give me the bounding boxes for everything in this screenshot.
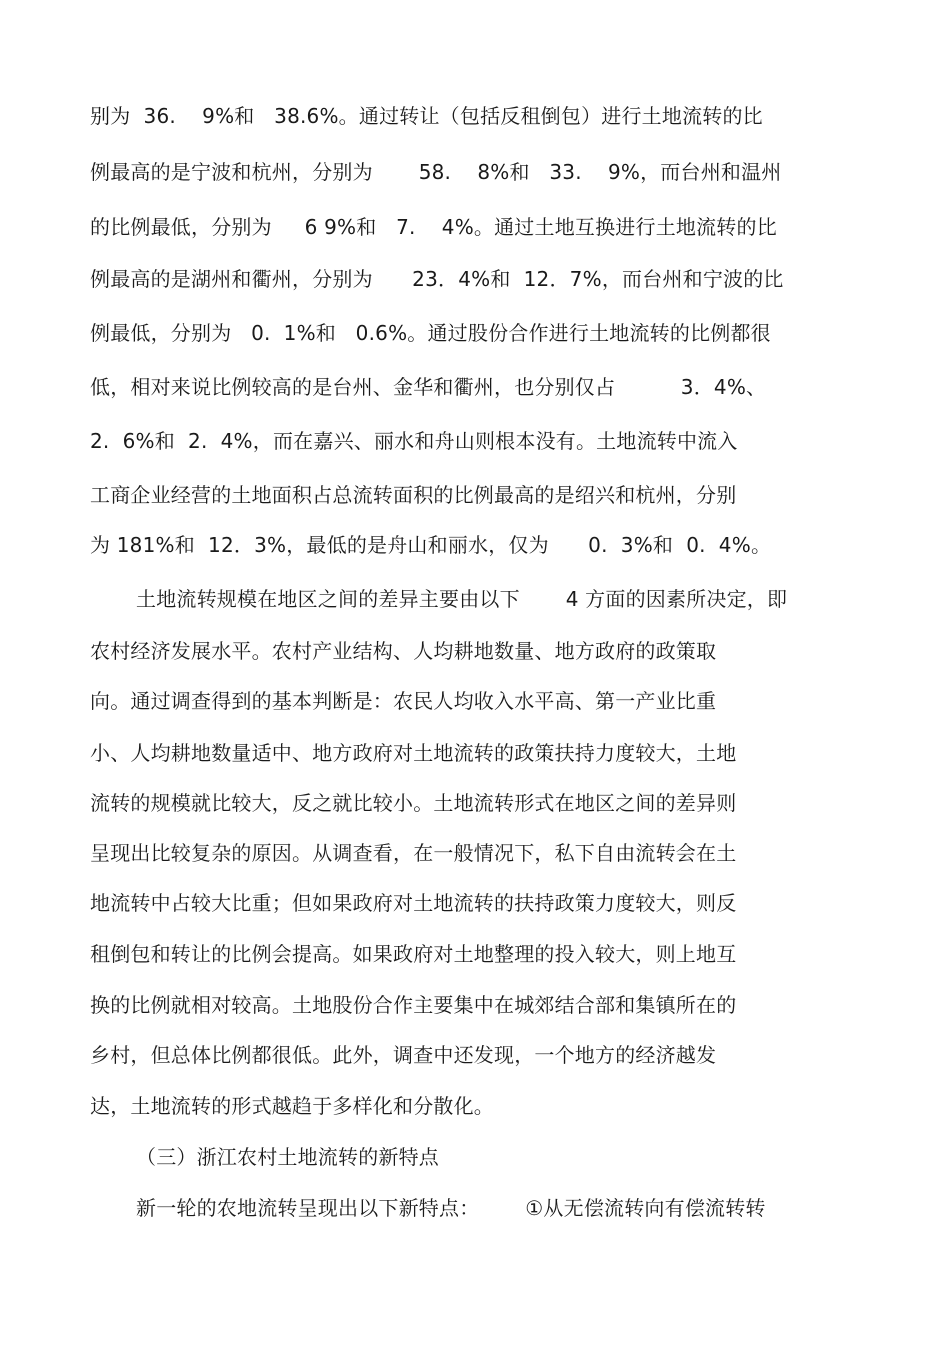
text-line: 达，土地流转的形式越趋于多样化和分散化。: [90, 1094, 494, 1118]
text-line: 农村经济发展水平。农村产业结构、人均耕地数量、地方政府的政策取: [90, 639, 717, 663]
text-line: 地流转中占较大比重；但如果政府对土地流转的扶持政策力度较大，则反: [90, 891, 737, 915]
text-line: 向。通过调查得到的基本判断是：农民人均收入水平高、第一产业比重: [90, 689, 717, 713]
text-line: 的比例最低，分别为 6 9%和 7. 4%。通过土地互换进行土地流转的比: [90, 215, 777, 239]
text-line: 小、人均耕地数量适中、地方政府对土地流转的政策扶持力度较大，土地: [90, 741, 737, 765]
text-line: 新一轮的农地流转呈现出以下新特点： ①从无偿流转向有偿流转转: [136, 1196, 766, 1220]
text-line: 换的比例就相对较高。土地股份合作主要集中在城郊结合部和集镇所在的: [90, 993, 737, 1017]
section-heading: （三）浙江农村土地流转的新特点: [136, 1145, 439, 1169]
text-line: 低，相对来说比例较高的是台州、金华和衢州，也分别仅占 3．4%、: [90, 375, 767, 399]
text-line: 呈现出比较复杂的原因。从调查看，在一般情况下，私下自由流转会在土: [90, 841, 737, 865]
text-line: 租倒包和转让的比例会提高。如果政府对土地整理的投入较大，则上地互: [90, 942, 737, 966]
text-line: 乡村，但总体比例都很低。此外，调查中还发现，一个地方的经济越发: [90, 1043, 717, 1067]
text-line: 别为 36. 9%和 38.6%。通过转让（包括反租倒包）进行土地流转的比: [90, 104, 763, 128]
text-line: 例最高的是宁波和杭州，分别为 58. 8%和 33. 9%，而台州和温州: [90, 160, 782, 184]
text-line: 工商企业经营的土地面积占总流转面积的比例最高的是绍兴和杭州，分别: [90, 483, 737, 507]
text-line: 为 181%和 12．3%，最低的是舟山和丽水，仅为 0. 3%和 0. 4%。: [90, 533, 772, 557]
text-line: 例最高的是湖州和衢州，分别为 23．4%和 12．7%，而台州和宁波的比: [90, 267, 784, 291]
text-line: 2. 6%和 2. 4%，而在嘉兴、丽水和舟山则根本没有。土地流转中流入: [90, 429, 738, 453]
text-line: 流转的规模就比较大，反之就比较小。土地流转形式在地区之间的差异则: [90, 791, 737, 815]
text-line: 土地流转规模在地区之间的差异主要由以下 4 方面的因素所决定，即: [136, 587, 788, 611]
text-line: 例最低，分别为 0. 1%和 0.6%。通过股份合作进行土地流转的比例都很: [90, 321, 771, 345]
